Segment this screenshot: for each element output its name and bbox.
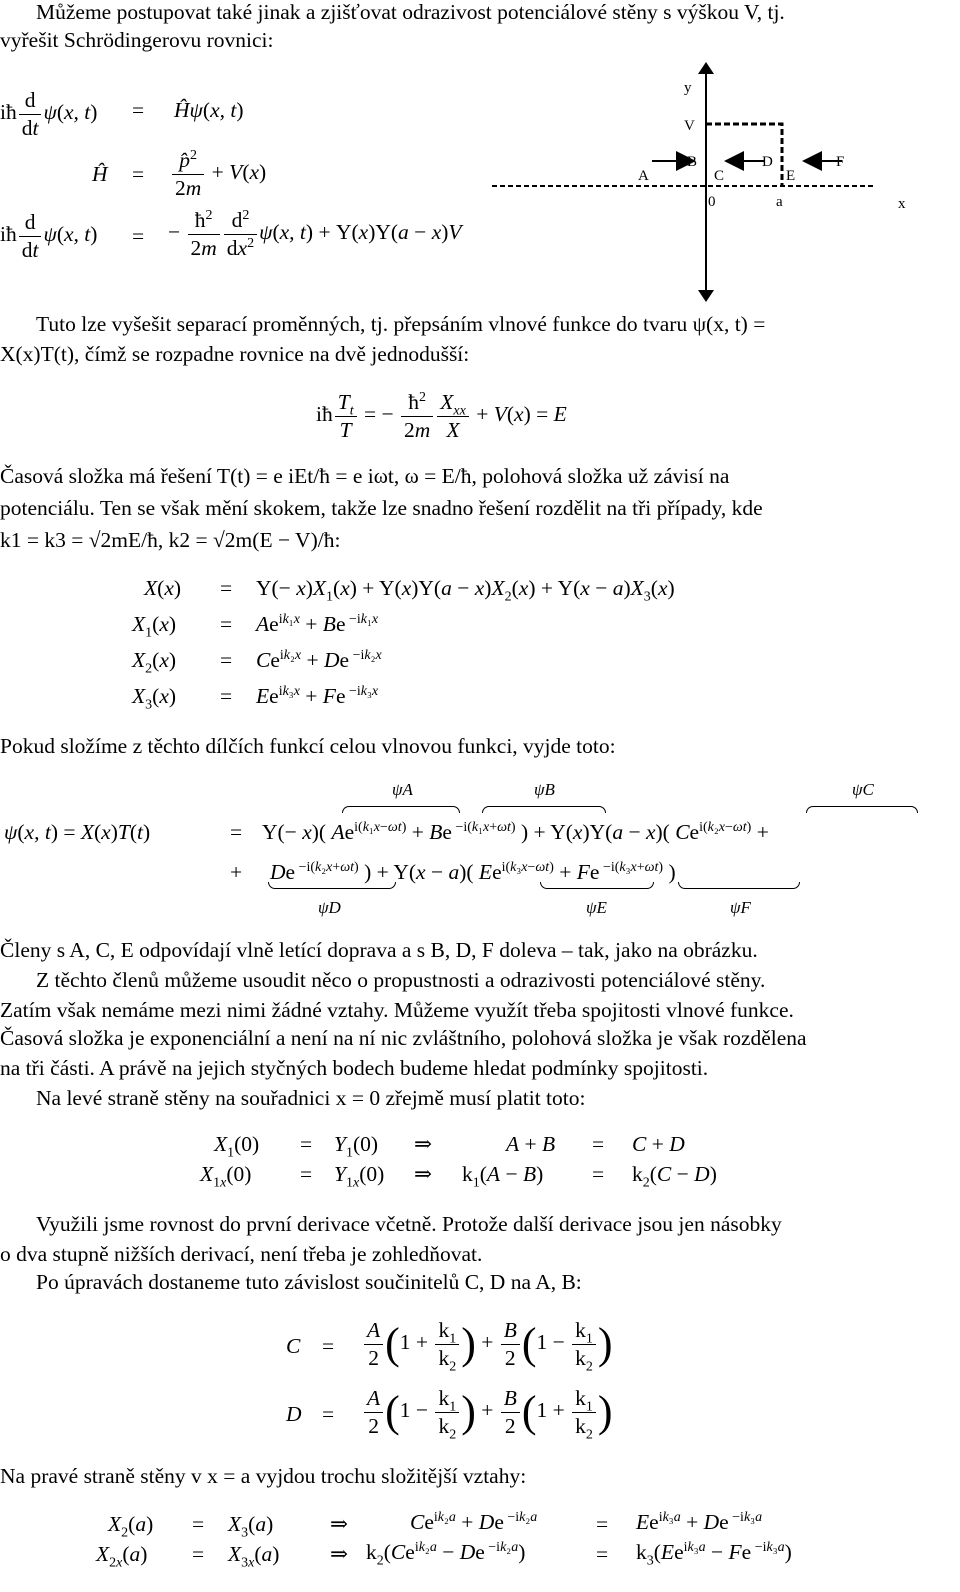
text-line: Na levé straně stěny na souřadnici x = 0 zřejmě musí platit toto:	[36, 1086, 586, 1110]
brace-label: ψF	[730, 898, 751, 917]
brace-label: ψB	[534, 780, 555, 799]
origin-label: 0	[708, 194, 716, 210]
text-line: X(x)T(t), čímž se rozpadne rovnice na dvě jednodušší:	[0, 342, 470, 366]
wall-position-label: a	[776, 194, 783, 210]
text-line: Můžeme postupovat také jinak a zjišťovat odrazivost potenciálové stěny s výškou V, tj.	[36, 0, 785, 24]
wave-label-A: A	[638, 168, 649, 184]
text-line: vyřešit Schrödingerovu rovnici:	[0, 28, 274, 52]
text-line: Po úpravách dostaneme tuto závislost součinitelů C, D na A, B:	[36, 1270, 582, 1294]
text-line: Využili jsme rovnost do první derivace včetně. Protože další derivace jsou jen násobky	[36, 1212, 782, 1236]
text-line: Z těchto členů můžeme usoudit něco o propustnosti a odrazivosti potenciálové stěny.	[36, 968, 766, 992]
y-axis-label: y	[684, 80, 692, 96]
text-line: o dva stupně nižších derivací, není třeba je zohledňovat.	[0, 1242, 483, 1266]
y-axis-arrow-top	[698, 62, 714, 74]
text-line: Časová složka má řešení T(t) = e iEt/ħ = e iωt, ω = E/ħ, polohová složka už závisí na	[0, 464, 730, 488]
y-axis-arrow-bottom	[698, 290, 714, 302]
potential-wall-diagram	[480, 60, 920, 310]
text-line: Časová složka je exponenciální a není na ní nic zvláštního, polohová složka je však rozdělena	[0, 1026, 807, 1050]
brace-label: ψE	[586, 898, 607, 917]
wave-label-B: B	[687, 154, 698, 170]
text-line: Na pravé straně stěny v x = a vyjdou trochu složitější vztahy:	[0, 1464, 527, 1488]
text-line: Pokud složíme z těchto dílčích funkcí celou vlnovou funkci, vyjde toto:	[0, 734, 616, 758]
x-axis-label: x	[898, 196, 906, 212]
text-line: Tuto lze vyšešit separací proměnných, tj. přepsáním vlnové funkce do tvaru ψ(x, t) =	[36, 312, 766, 336]
text-line: na tři části. A právě na jejich styčných bodech budeme hledat podmínky spojitosti.	[0, 1056, 709, 1080]
text-line: Členy s A, C, E odpovídají vlně letící doprava a s B, D, F doleva – tak, jako na obrázku.	[0, 938, 758, 962]
height-label: V	[684, 118, 695, 134]
brace-label: ψD	[318, 898, 341, 917]
text-line: Zatím však nemáme mezi nimi žádné vztahy. Můžeme využít třeba spojitosti vlnové funkce.	[0, 998, 794, 1022]
wave-label-D: D	[762, 154, 773, 170]
wave-label-C: C	[714, 168, 725, 184]
text-line: potenciálu. Ten se však mění skokem, takže lze snadno řešení rozdělit na tři případy, kde	[0, 496, 763, 520]
separated-equation: iħ $\frac{T_t}{T}$ = − $\frac{ħ^2}{2m}$ $\frac{X_{xx}}{X}$ + V(x) = E	[316, 389, 567, 442]
wave-label-E: E	[786, 168, 796, 184]
brace-label: ψC	[852, 780, 874, 799]
wave-label-F: F	[836, 154, 845, 170]
text-line: k1 = k3 = √2mE/ħ, k2 = √2m(E − V)/ħ:	[0, 528, 341, 552]
brace-label: ψA	[392, 780, 413, 799]
